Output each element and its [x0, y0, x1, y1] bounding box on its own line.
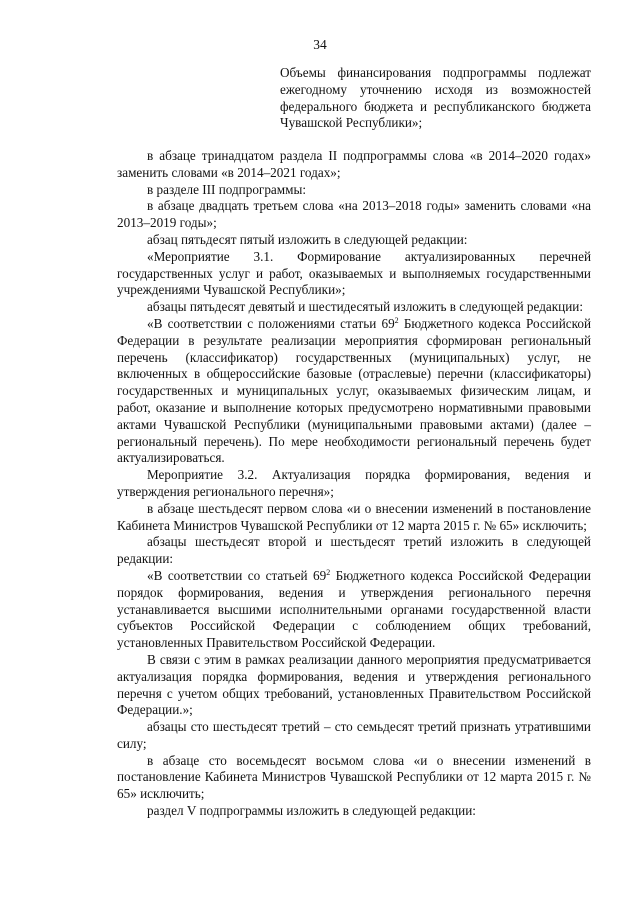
paragraph-11-rest: Бюджетного кодекса Российской Федерации порядок формирования, ведения и утверждения регионального перечня устанавливается высшими исполнительными органами государственной власти субъектов Российской Федерации с соблюдением общих требований, установленных Правительством Российской Федерации.	[117, 567, 591, 651]
paragraph-1: в абзаце тринадцатом раздела II подпрограммы слова «в 2014–2020 годах» заменить словами «в 2014–2021 годах»;	[117, 148, 591, 180]
paragraph-8: Мероприятие 3.2. Актуализация порядка формирования, ведения и утверждения регионального перечня»;	[117, 467, 591, 499]
document-body	[117, 148, 591, 820]
paragraph-12: В связи с этим в рамках реализации данного мероприятия предусматривается актуализация порядка формирования, ведения и утверждения регионального перечня с учетом общих требований, установленных Правительством Российской Федерации.»;	[117, 651, 591, 718]
quoted-funding-note: Объемы финансирования подпрограммы подлежат ежегодному уточнению исходя из возможностей федерального бюджета и республиканского бюджета Чувашской Республики»;	[280, 65, 591, 131]
paragraph-9: в абзаце шестьдесят первом слова «и о внесении изменений в постановление Кабинета Министров Чувашской Республики от 12 марта 2015 г. № 65» исключить;	[117, 500, 591, 533]
paragraph-2: в разделе III подпрограммы:	[147, 181, 307, 197]
paragraph-13: абзацы сто шестьдесят третий – сто семьдесят третий признать утратившими силу;	[117, 719, 591, 751]
paragraph-7-start: «В соответствии с положениями статьи 69	[147, 315, 395, 331]
paragraph-11	[117, 568, 591, 652]
paragraph-10: абзацы шестьдесят второй и шестьдесят третий изложить в следующей редакции:	[117, 534, 591, 567]
superscript-2: 2	[326, 567, 331, 577]
page-number: 34	[313, 37, 327, 52]
paragraph-7-rest: Бюджетного кодекса Российской Федерации в результате реализации мероприятия сформирован региональный перечень (классификатор) государственных (муниципальных) услуг, не включенных в общероссийские базовые (отраслевые) перечни (классификаторы) государственных и муниципальных услуг, оказываемых физическим лицам, и работ, оказание и выполнение которых предусмотрено нормативными правовыми актами Чувашской Республики (муниципальными правовыми актами) (далее – региональный перечень). По мере необходимости региональный перечень будет актуализироваться.	[117, 315, 592, 466]
paragraph-7	[117, 316, 591, 467]
superscript-2: 2	[394, 315, 399, 325]
paragraph-14: в абзаце сто восемьдесят восьмом слова «и о внесении изменений в постановление Кабинета Министров Чувашской Республики от 12 марта 2015 г. № 65» исключить;	[117, 752, 591, 802]
paragraph-3: в абзаце двадцать третьем слова «на 2013–2018 годы» заменить словами «на 2013–2019 годы»;	[117, 198, 591, 231]
paragraph-15: раздел V подпрограммы изложить в следующей редакции:	[147, 803, 476, 819]
paragraph-4: абзац пятьдесят пятый изложить в следующей редакции:	[147, 231, 468, 247]
paragraph-11-start: «В соответствии со статьей 69	[147, 567, 327, 583]
paragraph-6: абзацы пятьдесят девятый и шестидесятый изложить в следующей редакции:	[147, 299, 584, 315]
paragraph-5: «Мероприятие 3.1. Формирование актуализированных перечней государственных услуг и работ, оказываемых и выполняемых государственными учреждениями Чувашской Республики»;	[117, 248, 591, 298]
